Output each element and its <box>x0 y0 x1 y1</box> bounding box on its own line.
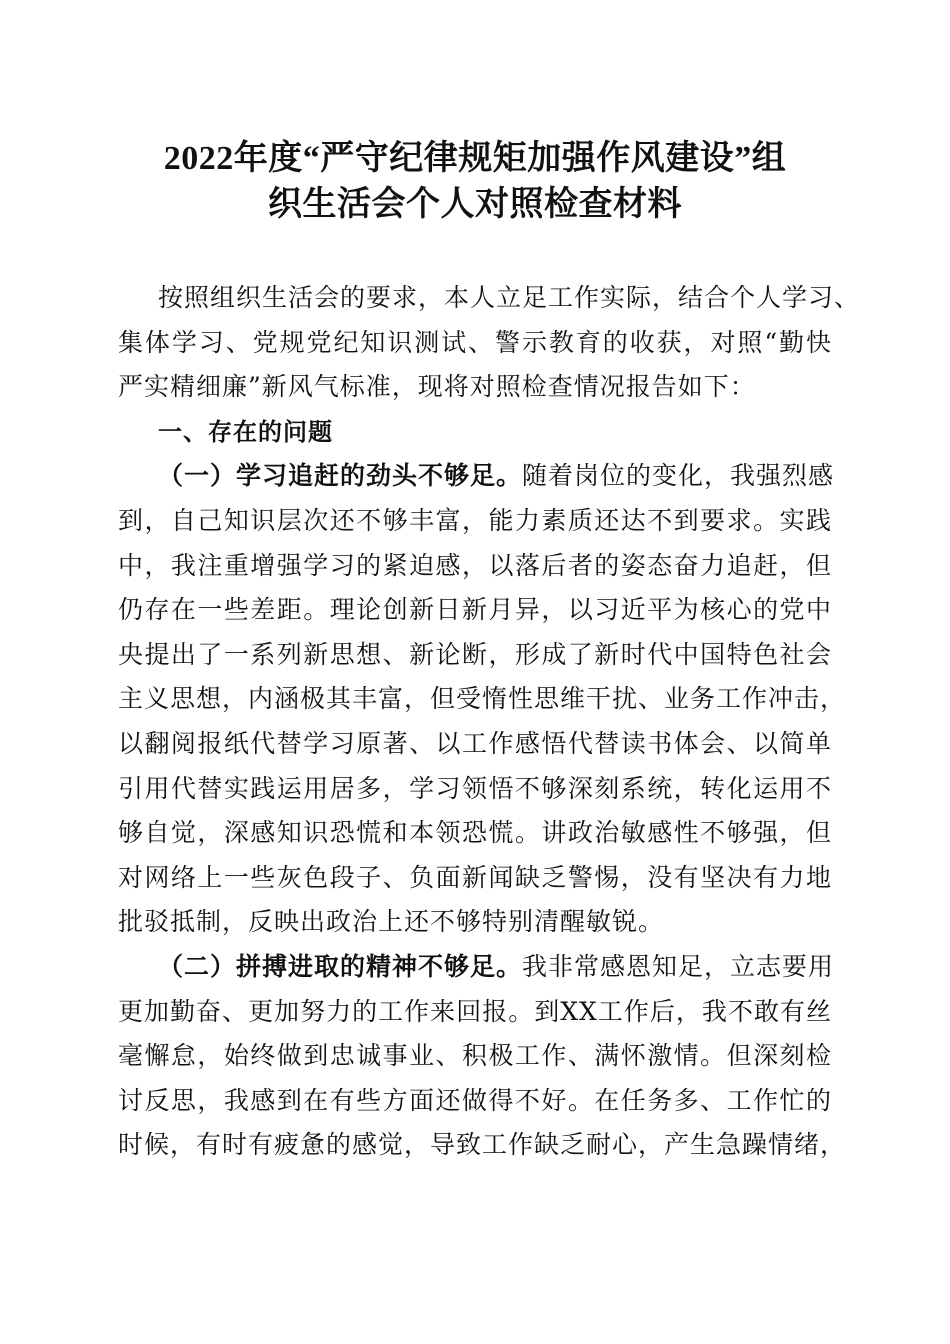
paragraph-line: 中，我注重增强学习的紧迫感，以落后者的姿态奋力追赶，但 <box>118 550 832 580</box>
paragraph-line: 央提出了一系列新思想、新论断，形成了新时代中国特色社会 <box>118 639 832 669</box>
paragraph-line <box>118 454 835 499</box>
document-title-line-2: 织生活会个人对照检查材料 <box>268 186 682 223</box>
paragraph-line <box>118 945 835 990</box>
paragraph-line: 批驳抵制，反映出政治上还不够特别清醒敏锐。 <box>118 907 665 937</box>
paragraph-line: 仍存在一些差距。理论创新日新月异，以习近平为核心的党中 <box>118 595 832 625</box>
issue-heading: （一）学习追赶的劲头不够足。 <box>158 461 523 491</box>
paragraph-line: 以翻阅报纸代替学习原著、以工作感悟代替读书体会、以简单 <box>118 728 832 758</box>
paragraph-line: 严实精细廉”新风气标准，现将对照检查情况报告如下： <box>118 372 756 402</box>
paragraph-line: 主义思想，内涵极其丰富，但受惰性思维干扰、业务工作冲击， <box>118 684 847 714</box>
paragraph-line: 讨反思，我感到在有些方面还做得不好。在任务多、工作忙的 <box>118 1085 832 1115</box>
paragraph-line: 对网络上一些灰色段子、负面新闻缺乏警惕，没有坚决有力地 <box>118 862 832 892</box>
paragraph-line: 时候，有时有疲惫的感觉，导致工作缺乏耐心，产生急躁情绪， <box>118 1130 847 1160</box>
intro-paragraph <box>118 276 861 410</box>
paragraph-text: 我非常感恩知足，立志要用 <box>522 951 835 981</box>
paragraph-line: 按照组织生活会的要求，本人立足工作实际，结合个人学习、 <box>158 283 861 312</box>
issue-heading: （二）拼搏进取的精神不够足。 <box>158 951 523 981</box>
paragraph-line: 毫懈怠，始终做到忠诚事业、积极工作、满怀激情。但深刻检 <box>118 1041 832 1071</box>
paragraph-line: 够自觉，深感知识恐慌和本领恐慌。讲政治敏感性不够强，但 <box>118 818 832 848</box>
paragraph-line: 更加勤奋、更加努力的工作来回报。到XX工作后，我不敢有丝 <box>118 996 832 1026</box>
issue-paragraph-1 <box>118 454 847 945</box>
section-heading: 一、存在的问题 <box>158 417 333 446</box>
issue-paragraph-2 <box>118 945 847 1168</box>
paragraph-line: 到，自己知识层次还不够丰富，能力素质还达不到要求。实践 <box>118 505 832 535</box>
paragraph-text: 随着岗位的变化，我强烈感 <box>522 461 835 491</box>
paragraph-line: 引用代替实践运用居多，学习领悟不够深刻系统，转化运用不 <box>118 773 832 803</box>
document-title-line-1: 2022年度“严守纪律规矩加强作风建设”组 <box>163 140 787 177</box>
document-body <box>118 276 861 1168</box>
paragraph-line: 集体学习、党规党纪知识测试、警示教育的收获，对照“勤快 <box>118 327 832 357</box>
